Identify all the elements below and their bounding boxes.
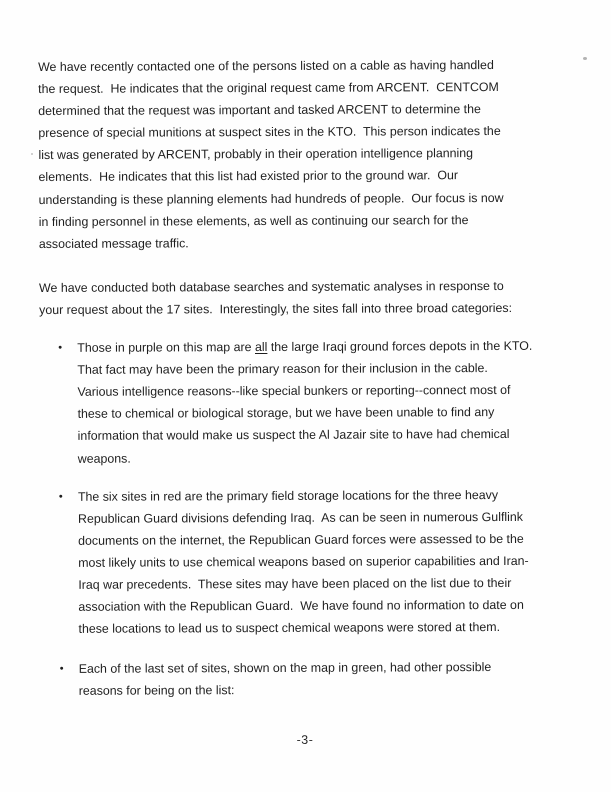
text-line: Each of the last set of sites, shown on the map in green, had other possible — [78, 660, 492, 677]
text-line — [77, 335, 559, 359]
text-line: the request. He indicates that the original request came from ARCENT. CENTCOM — [38, 80, 499, 97]
bullet-text — [77, 335, 560, 470]
text-line: in finding personnel in these elements, as well as continuing our search for the — [38, 212, 469, 229]
text-line: these locations to lead us to suspect chemical weapons were stored at them. — [78, 620, 501, 636]
bullet-item-red-sites — [40, 483, 561, 640]
bullet-icon: • — [59, 663, 64, 676]
bullet-icon: • — [58, 341, 63, 354]
text-segment: the large Iraqi ground forces depots in the KTO. — [267, 338, 533, 355]
text-line: association with the Republican Guard. We have found no information to date on — [78, 597, 524, 614]
text-line: reasons for being on the list: — [78, 683, 235, 699]
underlined-word: all — [254, 340, 268, 355]
document-body — [38, 54, 561, 753]
text-line: documents on the internet, the Republican Guard forces were assessed to be the — [78, 531, 524, 548]
text-line: Republican Guard divisions defending Iraq. As can be seen in numerous Gulflink — [77, 509, 523, 526]
paragraph-arcent-request — [38, 54, 559, 255]
text-line: presence of special munitions at suspect sites in the KTO. This person indicates the — [38, 124, 501, 141]
bullet-icon: • — [58, 490, 63, 503]
bullet-text — [78, 483, 561, 640]
text-line: That fact may have been the primary reason for their inclusion in the cable. — [77, 361, 488, 377]
text-line: We have recently contacted one of the persons listed on a cable as having handled — [38, 58, 494, 74]
text-line: weapons. — [77, 451, 131, 466]
bullet-text — [79, 656, 561, 702]
text-line: elements. He indicates that this list had existed prior to the ground war. Our — [38, 168, 458, 185]
text-line: associated message traffic. — [38, 236, 189, 251]
text-line: The six sites in red are the primary field storage locations for the three heavy — [77, 487, 499, 504]
text-segment: Those in purple on this map are — [77, 340, 256, 355]
paragraph-database-searches — [39, 275, 559, 321]
text-line: Various intelligence reasons--like special bunkers or reporting--connect most of — [77, 383, 511, 400]
text-line: these to chemical or biological storage, but we have been unable to find any — [77, 405, 495, 422]
text-line: understanding is these planning elements had hundreds of people. Our focus is now — [38, 190, 504, 207]
bullet-item-green-sites — [41, 656, 561, 702]
text-line: We have conducted both database searches and systematic analyses in response to — [38, 278, 504, 295]
text-line: your request about the 17 sites. Interestingly, the sites fall into three broad categories: — [39, 300, 513, 317]
text-line: Iraq war precedents. These sites may have been placed on the list due to their — [78, 575, 512, 592]
scan-noise-speck — [583, 57, 587, 60]
text-line: information that would make us suspect the Al Jazair site to have had chemical — [77, 427, 510, 444]
page-number: -3- — [296, 733, 314, 748]
text-line: list was generated by ARCENT, probably in their operation intelligence planning — [38, 146, 474, 163]
scan-noise-speck — [31, 153, 33, 155]
text-line: determined that the request was important and tasked ARCENT to determine the — [38, 102, 481, 119]
text-line: most likely units to use chemical weapons based on superior capabilities and Iran- — [78, 553, 529, 570]
bullet-item-purple-sites — [39, 335, 560, 470]
